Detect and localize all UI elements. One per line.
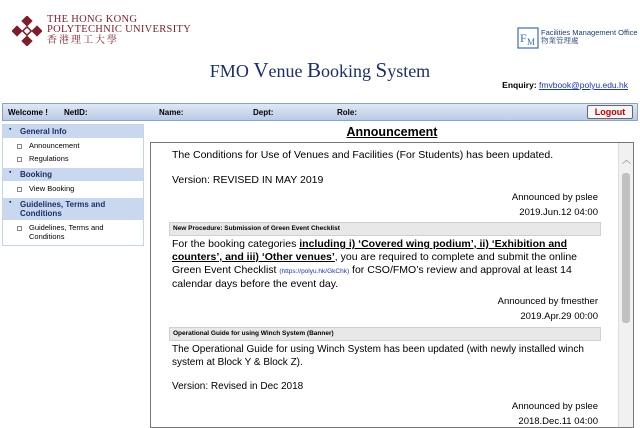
university-name[interactable] [47, 15, 191, 46]
user-info-bar [2, 103, 638, 121]
page-header [0, 0, 640, 100]
system-title-part: ystem [387, 61, 431, 81]
logout-button[interactable]: Logout [587, 105, 633, 119]
announcement-version: Version: REVISED IN MAY 2019 [172, 174, 324, 186]
university-name-line1: THE HONG KONG [47, 14, 138, 25]
announcement-body [169, 236, 601, 291]
sidebar-item-view-booking[interactable]: View Booking [3, 182, 143, 195]
enquiry [502, 80, 628, 90]
sidebar-item-announcement[interactable]: Announcement [3, 139, 143, 152]
announcement-date: 2019.Jun.12 04:00 [519, 207, 598, 218]
announcement-date: 2019.Apr.29 00:00 [520, 311, 598, 322]
sidebar-section-guidelines[interactable]: ▪ Guidelines, Terms and Conditions [3, 198, 143, 221]
announcement-body-text: , you are required to complete and submit the online Green Event Checklist [172, 251, 578, 276]
announcement-body-emphasis: including i) ‘Covered wing podium’, ii) ‘Exhibition and counters’, and iii) ‘Other venues’ [172, 238, 567, 263]
sidebar-item-regulations[interactable]: Regulations [3, 152, 143, 165]
green-event-checklist-link[interactable]: (https://polyu.hk/GkChk) [279, 268, 350, 275]
fmo-logo-icon [517, 27, 539, 49]
announcement-panel[interactable] [150, 142, 634, 428]
name-label: Name: [159, 108, 184, 117]
enquiry-email-link[interactable]: fmvbook@polyu.edu.hk [539, 80, 628, 90]
enquiry-label: Enquiry: [502, 80, 537, 90]
announcement-body-text: For the booking categories [172, 238, 300, 250]
system-title-part: FMO [209, 61, 254, 81]
sidebar-section-booking[interactable]: ▪ Booking [3, 168, 143, 182]
dept-label: Dept: [253, 108, 274, 117]
system-title-cap-s: S [375, 58, 388, 82]
university-name-chinese: 香港理工大學 [47, 35, 119, 46]
system-title-cap-v: V [253, 58, 269, 82]
announcement-heading: New Procedure: Submission of Green Event Checklist [169, 222, 601, 236]
sidebar-item-guidelines[interactable]: Guidelines, Terms and Conditions [3, 221, 143, 243]
announcement-author: Announced by fmesther [497, 296, 598, 307]
announcement-body: The Operational Guide for using Winch System has been updated (with newly installed winch system at Block Y & Block Z). [172, 344, 584, 368]
fmo-name-english: Facilities Management Office [541, 28, 638, 37]
announcement-version: Version: Revised in Dec 2018 [172, 381, 304, 392]
netid-label: NetID: [64, 108, 88, 117]
role-label: Role: [337, 108, 357, 117]
announcement-author: Announced by pslee [511, 401, 598, 412]
sidebar [2, 124, 144, 246]
scroll-thumb[interactable] [622, 173, 630, 323]
system-title-cap-b: B [306, 58, 321, 82]
vertical-scrollbar[interactable] [618, 143, 633, 427]
svg-text:M: M [527, 37, 536, 47]
fmo-name-chinese: 物業管理處 [541, 36, 579, 45]
system-title-part: enue [268, 61, 307, 81]
scroll-up-icon[interactable]: ︿ [622, 155, 632, 165]
polyu-logo-icon [12, 16, 42, 46]
announcement-body-text: for CSO/FMO’s review and approval at least 14 calendar days before the event day. [172, 264, 572, 290]
system-title-part: ooking [320, 61, 376, 81]
welcome-label: Welcome ! [8, 108, 48, 117]
announcement-item [169, 147, 601, 220]
svg-text:F: F [520, 31, 527, 45]
announcement-item [169, 222, 601, 324]
announcement-body: The Conditions for Use of Venues and Facilities (For Students) has been updated. [172, 149, 554, 161]
announcement-author: Announced by pslee [511, 192, 598, 203]
fmo-name [541, 29, 638, 45]
university-name-line2: POLYTECHNIC UNIVERSITY [47, 24, 192, 35]
page-title: Announcement [346, 125, 438, 139]
announcement-item [169, 327, 601, 428]
sidebar-section-general-info[interactable]: ▪ General Info [3, 125, 143, 139]
announcement-date: 2018.Dec.11 04:00 [518, 416, 598, 427]
announcement-heading: Operational Guide for using Winch System (Banner) [169, 327, 601, 341]
